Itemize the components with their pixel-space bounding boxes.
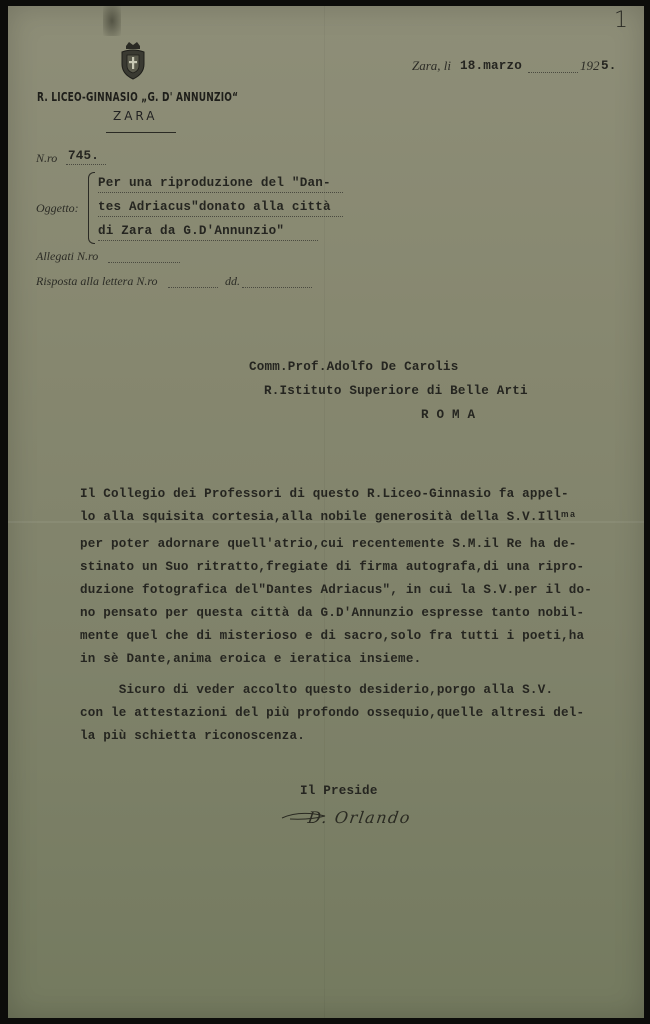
recipient-name: Comm.Prof.Adolfo De Carolis [249,360,459,374]
subject-fill-line-3 [98,240,318,241]
recipient-city: R O M A [421,408,476,422]
subject-line-3: di Zara da G.D'Annunzio" [98,224,285,238]
subject-line-1: Per una riproduzione del "Dan- [98,176,331,190]
subject-fill-line-1 [98,192,343,193]
reply-label: Risposta alla lettera N.ro [36,274,158,288]
body-line: in sè Dante,anima eroica e ieratica insieme. [80,652,422,666]
subject-line-2: tes Adriacus"donato alla città [98,200,331,214]
page-number: 1 [614,8,628,33]
reply-number-fill-line [168,287,218,288]
letter-page [8,6,644,1018]
date-year-prefix: 192 [580,58,600,73]
date-place-label: Zara, li [412,58,452,73]
attachments-label: Allegati N.ro [36,249,99,263]
institution-city: ZARA [113,109,158,123]
body-line: con le attestazioni del più profondo ossequio,quelle altresi del- [80,706,585,720]
subject-fill-line-2 [98,216,343,217]
subject-label: Oggetto: [36,201,79,215]
signature: D. Orlando [306,808,413,827]
closing-title: Il Preside [300,784,378,798]
date-year-suffix: 5. [601,59,617,73]
body-line: la più schietta riconoscenza. [80,729,305,743]
letterhead-rule [106,132,176,133]
date-day-month: 18.marzo [460,59,523,73]
institution-name: R. LICEO-GINNASIO „G. D' ANNUNZIO“ [37,89,239,104]
body-line: mente quel che di misterioso e di sacro,solo fra tutti i poeti,ha [80,629,585,643]
body-line: Il Collegio dei Professori di questo R.Liceo-Ginnasio fa appel- [80,487,569,501]
number-label: N.ro [36,151,58,165]
body-line: duzione fotografica del"Dantes Adriacus", in cui la S.V.per il do- [80,583,592,597]
attachments-fill-line [108,262,180,263]
recipient-institution: R.Istituto Superiore di Belle Arti [264,384,528,398]
paper-stain [103,6,121,36]
reply-date-fill-line [242,287,312,288]
coat-of-arms-icon [118,40,148,87]
body-line: no pensato per questa città da G.D'Annunzio espresse tanto nobil- [80,606,585,620]
date-fill-line [528,72,578,73]
subject-brace [88,172,95,244]
body-line: stinato un Suo ritratto,fregiate di firma autografa,di una ripro- [80,560,585,574]
number-fill-line [66,164,106,165]
body-line: per poter adornare quell'atrio,cui recentemente S.M.il Re ha de- [80,537,577,551]
body-line: lo alla squisita cortesia,alla nobile generosità della S.V.Illᵐᵃ [80,510,577,524]
reply-date-label: dd. [225,274,240,288]
body-line: Sicuro di veder accolto questo desiderio,porgo alla S.V. [80,683,554,697]
number-value: 745. [68,149,100,163]
